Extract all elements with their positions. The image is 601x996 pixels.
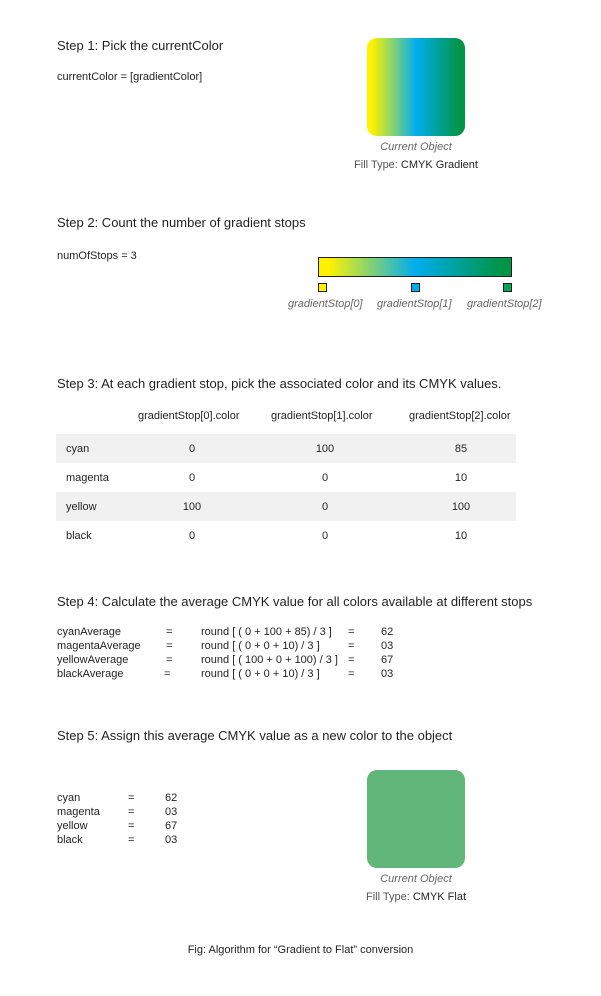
equals-sign: = [128, 792, 135, 804]
cmyk-value: 62 [165, 792, 178, 804]
avg-result: 62 [381, 626, 394, 638]
avg-result: 67 [381, 654, 394, 666]
gradient-stop-0-label: gradientStop[0] [288, 298, 363, 310]
column-header: gradientStop[2].color [409, 410, 511, 422]
table-row [56, 521, 516, 550]
avg-name: cyanAverage [57, 626, 122, 638]
step1-expression: currentColor = [gradientColor] [57, 71, 203, 83]
table-row [56, 463, 516, 492]
table-cell: 100 [451, 501, 471, 513]
table-cell: 0 [188, 530, 196, 542]
cmyk-name: cyan [57, 792, 81, 804]
row-label: cyan [66, 443, 90, 455]
figure-caption: Fig: Algorithm for “Gradient to Flat” conversion [187, 944, 414, 956]
equals-sign: = [348, 668, 355, 680]
fill-type-value: CMYK Gradient [400, 159, 478, 171]
avg-name: magentaAverage [57, 640, 141, 652]
table-cell: 85 [454, 443, 468, 455]
equals-sign: = [166, 654, 173, 666]
table-cell: 0 [321, 501, 329, 513]
table-cell: 0 [188, 443, 196, 455]
step2-expression: numOfStops = 3 [57, 250, 137, 262]
avg-formula: round [ ( 0 + 100 + 85) / 3 ] [201, 626, 332, 638]
gradient-stop-2-marker [503, 283, 512, 292]
row-label: yellow [66, 501, 97, 513]
equals-sign: = [128, 806, 135, 818]
row-label: magenta [66, 472, 109, 484]
avg-result: 03 [381, 640, 394, 652]
column-header: gradientStop[1].color [271, 410, 373, 422]
step5-object-caption: Current Object [380, 873, 452, 885]
cmyk-name: black [57, 834, 83, 846]
step3-title: Step 3: At each gradient stop, pick the associated color and its CMYK values. [57, 376, 502, 391]
equals-sign: = [128, 834, 135, 846]
step1-object-caption: Current Object [380, 141, 452, 153]
column-header: gradientStop[0].color [138, 410, 240, 422]
step4-title: Step 4: Calculate the average CMYK value for all colors available at different stops [57, 594, 533, 609]
gradient-stop-0-marker [318, 283, 327, 292]
table-cell: 0 [188, 472, 196, 484]
cmyk-value: 67 [165, 820, 178, 832]
equals-sign: = [128, 820, 135, 832]
step2-title: Step 2: Count the number of gradient stops [57, 215, 306, 230]
equals-sign: = [348, 654, 355, 666]
avg-formula: round [ ( 0 + 0 + 10) / 3 ] [201, 668, 320, 680]
gradient-object-swatch [367, 38, 465, 136]
gradient-stop-1-label: gradientStop[1] [377, 298, 452, 310]
table-cell: 100 [182, 501, 202, 513]
cmyk-name: yellow [57, 820, 88, 832]
step5-title: Step 5: Assign this average CMYK value as a new color to the object [57, 728, 453, 743]
avg-name: blackAverage [57, 668, 124, 680]
flat-object-swatch [367, 770, 465, 868]
table-cell: 10 [454, 472, 468, 484]
table-cell: 0 [321, 472, 329, 484]
table-row [56, 434, 516, 463]
step1-fill-type [336, 159, 496, 171]
step1-title: Step 1: Pick the currentColor [57, 38, 224, 53]
table-cell: 0 [321, 530, 329, 542]
fill-type-label: Fill Type: [354, 159, 398, 171]
gradient-bar [318, 257, 512, 277]
table-cell: 10 [454, 530, 468, 542]
equals-sign: = [164, 668, 171, 680]
avg-name: yellowAverage [57, 654, 129, 666]
gradient-stop-2-label: gradientStop[2] [467, 298, 542, 310]
cmyk-name: magenta [57, 806, 100, 818]
cmyk-value: 03 [165, 834, 178, 846]
avg-formula: round [ ( 100 + 0 + 100) / 3 ] [201, 654, 338, 666]
gradient-stop-1-marker [411, 283, 420, 292]
cmyk-value: 03 [165, 806, 178, 818]
equals-sign: = [166, 640, 173, 652]
step5-fill-type [336, 891, 496, 903]
equals-sign: = [348, 640, 355, 652]
table-cell: 100 [315, 443, 335, 455]
row-label: black [66, 530, 92, 542]
fill-type-label: Fill Type: [365, 891, 410, 903]
avg-formula: round [ ( 0 + 0 + 10) / 3 ] [201, 640, 320, 652]
avg-result: 03 [381, 668, 394, 680]
equals-sign: = [166, 626, 173, 638]
table-row [56, 492, 516, 521]
fill-type-value: CMYK Flat [412, 891, 467, 903]
equals-sign: = [348, 626, 355, 638]
